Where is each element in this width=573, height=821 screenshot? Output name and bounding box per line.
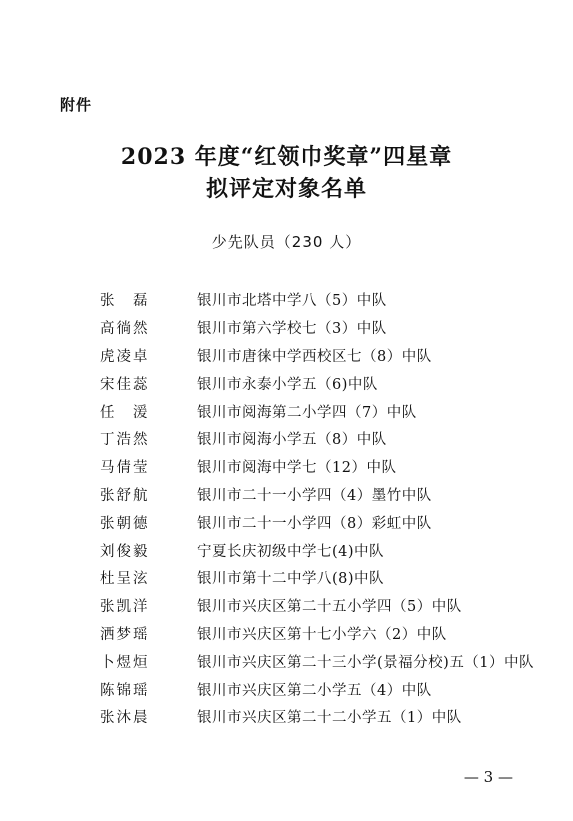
nominee-name: 卜煜烜: [100, 654, 150, 671]
nominee-name: 张凯洋: [100, 599, 150, 616]
nominee-unit: 宁夏长庆初级中学七(4)中队: [197, 543, 385, 560]
nominee-unit: 银川市北塔中学八（5）中队: [197, 293, 387, 310]
list-item: [100, 425, 534, 453]
nominee-name: 高徜然: [100, 321, 150, 338]
nominee-unit: 银川市唐徕中学西校区七（8）中队: [197, 348, 432, 365]
nominee-name: 刘俊毅: [100, 543, 150, 560]
list-item: [100, 675, 534, 703]
nominee-name: 洒梦瑶: [100, 626, 150, 643]
list-item: [100, 342, 534, 370]
list-item: [100, 369, 534, 397]
nominee-name: 任 湲: [100, 404, 150, 421]
nominee-name: 丁浩然: [100, 432, 150, 449]
nominee-unit: 银川市永泰小学五（6)中队: [197, 376, 378, 393]
document-title-line-1: 2023 年度“红领巾奖章”四星章: [120, 144, 453, 170]
nominee-name: 陈锦瑶: [100, 682, 150, 699]
nominee-name: 张 磊: [100, 293, 150, 310]
attachment-label: 附件: [60, 96, 93, 114]
nominee-unit: 银川市兴庆区第二小学五（4）中队: [197, 682, 432, 699]
nominee-unit: 银川市二十一小学四（4）墨竹中队: [197, 487, 432, 504]
nominee-unit: 银川市阅海第二小学四（7）中队: [197, 404, 417, 421]
document-title-line-2: 拟评定对象名单: [205, 176, 367, 202]
nominee-name: 虎凌卓: [100, 348, 150, 365]
page-number: — 3 —: [463, 768, 513, 786]
list-item: [100, 453, 534, 481]
nominee-name: 宋佳蕊: [100, 376, 150, 393]
nominee-name: 张沐晨: [100, 710, 150, 727]
nominee-unit: 银川市阅海中学七（12）中队: [197, 460, 397, 477]
list-item: [100, 397, 534, 425]
section-subtitle: 少先队员（230 人）: [211, 233, 362, 251]
nominee-unit: 银川市兴庆区第二十二小学五（1）中队: [197, 710, 462, 727]
list-item: [100, 647, 534, 675]
nominee-unit: 银川市兴庆区第二十五小学四（5）中队: [197, 599, 462, 616]
list-item: [100, 536, 534, 564]
nominee-unit: 银川市第十二中学八(8)中队: [197, 571, 385, 588]
nominee-unit: 银川市第六学校七（3）中队: [197, 321, 387, 338]
list-item: [100, 481, 534, 509]
list-item: [100, 508, 534, 536]
list-item: [100, 620, 534, 648]
nominee-unit: 银川市兴庆区第十七小学六（2）中队: [197, 626, 447, 643]
nominee-name: 张舒航: [100, 487, 150, 504]
nominee-name: 杜呈泫: [100, 571, 150, 588]
list-item: [100, 592, 534, 620]
list-item: [100, 703, 534, 731]
nominee-unit: 银川市二十一小学四（8）彩虹中队: [197, 515, 432, 532]
nominee-name: 马倩莹: [100, 460, 150, 477]
list-item: [100, 286, 534, 314]
nominee-unit: 银川市阅海小学五（8）中队: [197, 432, 387, 449]
nominee-list: [100, 286, 534, 731]
nominee-unit: 银川市兴庆区第二十三小学(景福分校)五（1）中队: [197, 654, 535, 671]
list-item: [100, 314, 534, 342]
nominee-name: 张朝德: [100, 515, 150, 532]
list-item: [100, 564, 534, 592]
